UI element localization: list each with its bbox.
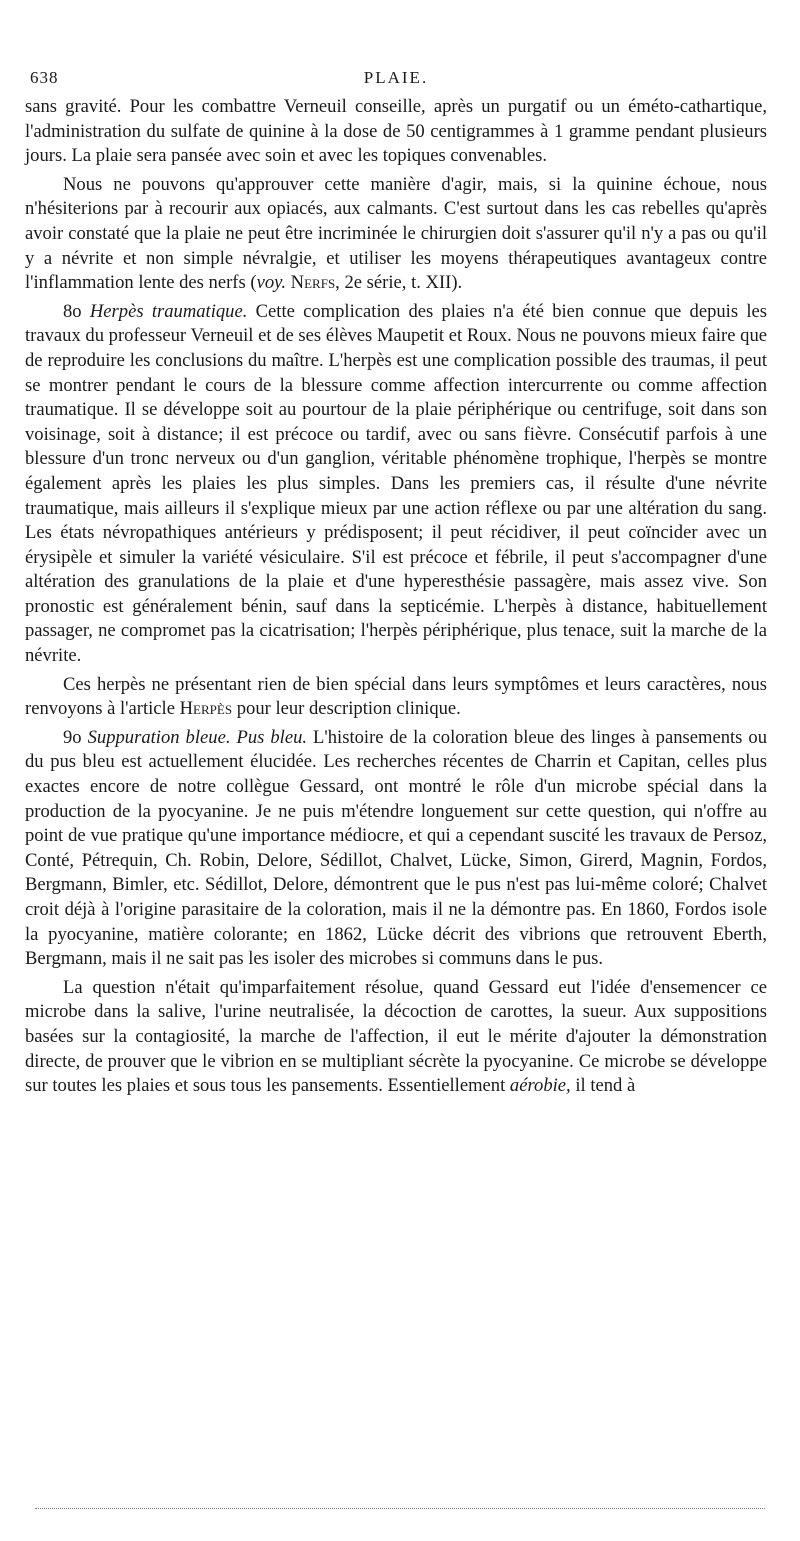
bottom-rule [35,1508,765,1509]
page-body [25,58,767,1099]
text-run: Nous ne pouvons qu'approuver cette manière d'agir, mais, si la quinine échoue, nous n'hésiterions par à recourir aux opiacés, aux calmants. C'est surtout dans les cas rebelles qu'après avoir constaté que la plaie ne peut être incriminée le chirurgien doit s'assurer qu'il n'y a pas ou qu'il y a névrite et non simple névralgie, et utiliser les moyens thérapeutiques avantageux contre l'inflammation lente des nerfs ( [25,173,767,294]
small-caps-text: Nerfs [290,272,336,294]
text-run: pour leur description clinique. [232,698,461,720]
paragraph [25,976,767,1099]
italic-text: voy. [256,272,287,294]
running-title: PLAIE. [363,68,429,87]
text-run: Ces herpès ne présentant rien de bien spécial dans leurs symptômes et leurs caractères, nous renvoyons à l'article [25,673,767,720]
italic-text: Suppuration bleue. Pus bleu. [87,726,308,748]
paragraph [25,173,767,296]
text-run: il tend à [570,1075,636,1097]
page-number: 638 [30,68,59,87]
italic-text: Herpès traumatique. [89,300,248,322]
text-run: 9o [63,726,88,748]
running-head [25,58,767,88]
text-run: L'histoire de la coloration bleue des linges à pansements ou du pus bleu est actuellement élucidée. Les recherches récentes de Charrin et Capitan, celles plus exactes encore de notre collègue Gessard, ont montré le rôle d'un microbe spécial dans la production de la pyocyanine. Je ne puis m'étendre longuement sur cette question, qui n'offre au point de vue pratique qu'une importance médiocre, et qui a cependant suscité les travaux de Persoz, Conté, Pétrequin, Ch. Robin, Delore, Sédillot, Chalvet, Lücke, Simon, Girerd, Magnin, Fordos, Bergmann, Bimler, etc. Sédillot, Delore, démontrent que le pus n'est pas lui-même coloré; Chalvet croit déjà à l'origine parasitaire de la coloration, mais il ne la démontre pas. En 1860, Fordos isole la pyocyanine, matière colorante; en 1862, Lücke décrit des vibrions que retrouvent Eberth, Bergmann, mais il ne sait pas les isoler des microbes si communs dans le pus. [25,726,767,970]
text-run: , 2e série, t. XII). [335,272,463,294]
text-run: sans gravité. Pour les combattre Verneuil conseille, après un purgatif ou un éméto-cathartique, l'administration du sulfate de quinine à la dose de 50 centigrammes à 1 gramme pendant plusieurs jours. La plaie sera pansée avec soin et avec les topiques convenables. [25,96,767,167]
paragraph [25,726,767,972]
paragraph [25,673,767,722]
paragraph [25,95,767,169]
text-run: La question n'était qu'imparfaitement résolue, quand Gessard eut l'idée d'ensemencer ce microbe dans la salive, l'urine neutralisée, la décoction de carottes, la sueur. Aux suppositions basées sur la contagiosité, la marche de l'affection, il eut le mérite d'ajouter la démonstration directe, de prouver que le vibrion en se multipliant sécrète la pyocyanine. Ce microbe se développe sur toutes les plaies et sous tous les pansements. Essentiellement [25,976,767,1097]
italic-text: aérobie, [509,1075,571,1097]
small-caps-text: Herpès [179,698,233,720]
text-run: 8o [63,300,90,322]
text-run: Cette complication des plaies n'a été bien connue que depuis les travaux du professeur Verneuil et de ses élèves Maupetit et Roux. Nous ne pouvons mieux faire que de reproduire les conclusions du maître. L'herpès est une complication possible des traumas, il peut se montrer pendant le cours de la blessure comme affection intercurrente ou comme affection traumatique. Il se développe soit au pourtour de la plaie périphérique ou centrifuge, soit dans son voisinage, soit à distance; il est précoce ou tardif, avec ou sans fièvre. Consécutif parfois à une blessure d'un tronc nerveux ou d'un ganglion, véritable phénomène trophique, l'herpès se montre également après les plaies les plus simples. Dans les premiers cas, il résulte d'une névrite traumatique, mais ailleurs il s'explique mieux par une action réflexe ou par une altération du sang. Les états névropathiques antérieurs y prédisposent; il peut récidiver, il peut coïncider avec un érysipèle et simuler la variété vésiculaire. S'il est précoce et fébrile, il peut s'accompagner d'une altération des granulations de la plaie et d'une hyperesthésie passagère, mais assez vive. Son pronostic est généralement bénin, sauf dans la septicémie. L'herpès à distance, habituellement passager, ne compromet pas la cicatrisation; l'herpès périphérique, plus tenace, suit la marche de la névrite. [25,300,767,667]
body-text [25,95,767,1099]
paragraph [25,300,767,669]
